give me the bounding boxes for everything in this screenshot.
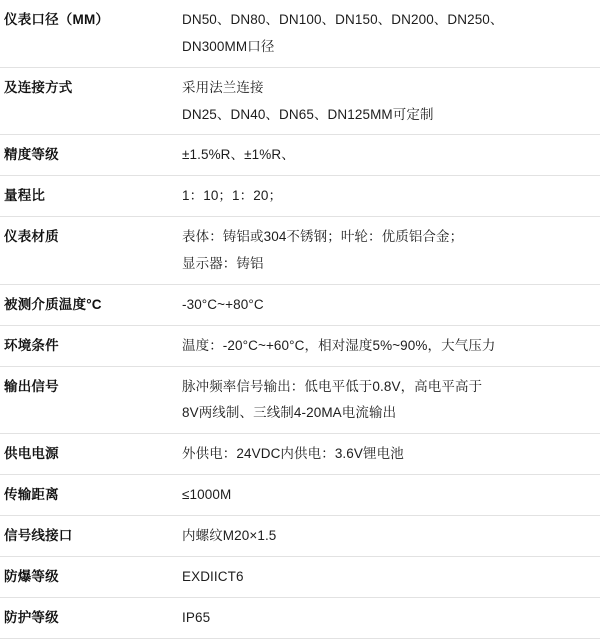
table-row bbox=[0, 135, 600, 176]
spec-value bbox=[182, 67, 600, 135]
spec-label: 供电电源 bbox=[4, 446, 59, 462]
spec-value-line: ±1.5%R、±1%R、 bbox=[182, 147, 295, 163]
spec-label: 精度等级 bbox=[4, 147, 59, 163]
spec-label: 传输距离 bbox=[4, 487, 59, 503]
spec-label: 防护等级 bbox=[4, 609, 59, 625]
spec-label: 仪表口径（MM） bbox=[4, 12, 110, 27]
spec-value-line: DN25、DN40、DN65、DN125MM可定制 bbox=[182, 106, 434, 122]
spec-value bbox=[182, 135, 600, 176]
spec-value bbox=[182, 0, 600, 67]
spec-value bbox=[182, 475, 600, 516]
table-row bbox=[0, 284, 600, 325]
spec-value-line: 脉冲频率信号输出：低电平低于0.8V，高电平高于 bbox=[182, 378, 483, 394]
table-row bbox=[0, 556, 600, 597]
spec-value-line: 内螺纹M20×1.5 bbox=[182, 528, 277, 544]
table-row bbox=[0, 325, 600, 366]
spec-value-line: 1：10；1：20； bbox=[182, 188, 283, 204]
spec-value bbox=[182, 284, 600, 325]
table-row bbox=[0, 475, 600, 516]
spec-value-line: 温度：-20°C~+60°C，相对湿度5%~90%，大气压力 bbox=[182, 337, 496, 353]
spec-label: 量程比 bbox=[4, 188, 46, 204]
spec-label: 及连接方式 bbox=[4, 79, 73, 95]
spec-value bbox=[182, 516, 600, 557]
table-row bbox=[0, 67, 600, 135]
spec-value bbox=[182, 217, 600, 285]
spec-value bbox=[182, 597, 600, 638]
table-row bbox=[0, 176, 600, 217]
spec-value bbox=[182, 434, 600, 475]
spec-value bbox=[182, 176, 600, 217]
spec-label: 仪表材质 bbox=[4, 229, 59, 245]
spec-value-line: 采用法兰连接 bbox=[182, 79, 264, 95]
spec-label: 防爆等级 bbox=[4, 568, 59, 584]
spec-value-line: 表体：铸铝或304不锈钢；叶轮：优质铝合金； bbox=[182, 229, 464, 245]
spec-label: 环境条件 bbox=[4, 337, 59, 353]
table-row bbox=[0, 434, 600, 475]
table-row bbox=[0, 217, 600, 285]
spec-value-line: -30°C~+80°C bbox=[182, 296, 264, 312]
spec-value-line: ≤1000M bbox=[182, 487, 232, 503]
spec-value-line: 显示器：铸铝 bbox=[182, 256, 264, 272]
table-row bbox=[0, 516, 600, 557]
spec-value-line: 8V两线制、三线制4-20MA电流输出 bbox=[182, 405, 397, 421]
spec-value bbox=[182, 325, 600, 366]
table-row bbox=[0, 366, 600, 434]
spec-value-line: IP65 bbox=[182, 609, 211, 625]
spec-label: 被测介质温度°C bbox=[4, 296, 102, 312]
spec-value-line: DN50、DN80、DN100、DN150、DN200、DN250、 bbox=[182, 12, 504, 27]
spec-label: 信号线接口 bbox=[4, 528, 73, 544]
spec-value bbox=[182, 556, 600, 597]
spec-value-line: 外供电：24VDC内供电：3.6V锂电池 bbox=[182, 446, 404, 462]
spec-label: 输出信号 bbox=[4, 378, 59, 394]
table-row bbox=[0, 597, 600, 638]
spec-value bbox=[182, 366, 600, 434]
table-row bbox=[0, 0, 600, 67]
spec-value-line: DN300MM口径 bbox=[182, 38, 275, 54]
spec-value-line: EXDIICT6 bbox=[182, 568, 244, 584]
